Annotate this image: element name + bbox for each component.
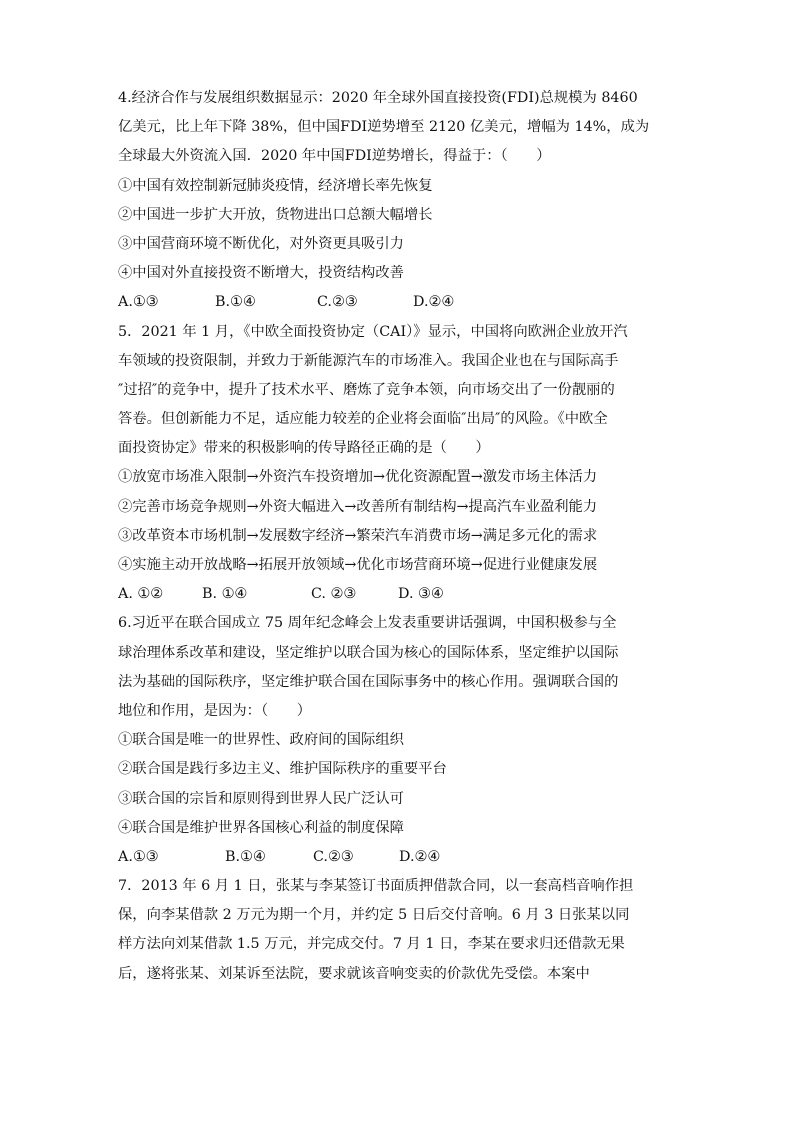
question-stem-line: 球治理体系改革和建设，坚定维护以联合国为核心的国际体系，坚定维护以国际 bbox=[118, 644, 619, 661]
question-item: ④实施主动开放战略→拓展开放领域→优化市场营商环境→促进行业健康发展 bbox=[118, 557, 598, 573]
option-d: D.②④ bbox=[413, 294, 455, 311]
question-item: ④联合国是维护世界各国核心利益的制度保障 bbox=[118, 819, 404, 836]
answer-options bbox=[118, 843, 680, 872]
option-c: C. ②③ bbox=[311, 586, 357, 603]
question-stem-line: ″过招″的竞争中，提升了技术水平、磨炼了竞争本领，向市场交出了一份靓丽的 bbox=[118, 381, 615, 398]
question-item: ①联合国是唯一的世界性、政府间的国际组织 bbox=[118, 732, 404, 749]
question-stem-line: 5．2021 年 1 月，《中欧全面投资协定（CAI）》显示，中国将向欧洲企业放开汽 bbox=[118, 323, 628, 340]
option-c: C.②③ bbox=[317, 294, 358, 311]
document-page bbox=[118, 84, 680, 989]
question-item: ②中国进一步扩大开放，货物进出口总额大幅增长 bbox=[118, 206, 433, 223]
question-item: ③联合国的宗旨和原则得到世界人民广泛认可 bbox=[118, 790, 404, 807]
question-item: ③改革资本市场机制→发展数字经济→繁荣汽车消费市场→满足多元化的需求 bbox=[118, 527, 598, 544]
option-a: A.①③ bbox=[118, 294, 159, 311]
option-b: B. ①④ bbox=[202, 586, 248, 603]
question-stem-line: 地位和作用，是因为：（ ） bbox=[118, 702, 312, 719]
answer-options bbox=[118, 580, 680, 609]
question-7 bbox=[118, 872, 680, 989]
option-a: A. ①② bbox=[118, 586, 164, 603]
option-c: C.②③ bbox=[313, 848, 354, 865]
question-item: ①放宽市场准入限制→外资汽车投资增加→优化资源配置→激发市场主体活力 bbox=[118, 469, 598, 486]
question-item: ④中国对外直接投资不断增大，投资结构改善 bbox=[118, 265, 404, 282]
question-5 bbox=[118, 318, 680, 610]
option-b: B.①④ bbox=[215, 294, 256, 311]
question-stem-line: 答卷。但创新能力不足，适应能力较差的企业将会面临″出局″的风险。《中欧全 bbox=[118, 411, 608, 428]
question-stem-line: 保，向李某借款 2 万元为期一个月，并约定 5 日后交付音响。6 月 3 日张某以同 bbox=[118, 907, 630, 924]
option-d: D. ③④ bbox=[398, 586, 444, 603]
question-stem-line: 车领域的投资限制，并致力于新能源汽车的市场准入。我国企业也在与国际高手 bbox=[118, 352, 619, 369]
option-a: A.①③ bbox=[118, 848, 159, 865]
question-stem-line: 4.经济合作与发展组织数据显示：2020 年全球外国直接投资(FDI)总规模为 8460 bbox=[118, 90, 638, 106]
question-stem-line: 全球最大外资流入国．2020 年中国FDI逆势增长，得益于：（ ） bbox=[118, 148, 551, 165]
question-item: ③中国营商环境不断优化，对外资更具吸引力 bbox=[118, 235, 404, 252]
question-stem-line: 亿美元，比上年下降 38%，但中国FDI逆势增至 2120 亿美元，增幅为 14%，成为 bbox=[118, 119, 650, 136]
option-b: B.①④ bbox=[225, 848, 266, 865]
question-stem-line: 后，遂将张某、刘某诉至法院，要求就该音响变卖的价款优先受偿。本案中 bbox=[118, 965, 590, 982]
question-stem-line: 样方法向刘某借款 1.5 万元，并完成交付。7 月 1 日，李某在要求归还借款无果 bbox=[118, 936, 625, 953]
question-4 bbox=[118, 84, 680, 318]
question-item: ①中国有效控制新冠肺炎疫情，经济增长率先恢复 bbox=[118, 177, 433, 194]
option-d: D.②④ bbox=[399, 848, 441, 865]
question-item: ②完善市场竞争规则→外资大幅进入→改善所有制结构→提高汽车业盈利能力 bbox=[118, 498, 598, 515]
question-stem-line: 6.习近平在联合国成立 75 周年纪念峰会上发表重要讲话强调，中国积极参与全 bbox=[118, 615, 617, 632]
question-stem-line: 7．2013 年 6 月 1 日，张某与李某签订书面质押借款合同，以一套高档音响作担 bbox=[118, 878, 634, 895]
question-item: ②联合国是践行多边主义、维护国际秩序的重要平台 bbox=[118, 761, 447, 778]
question-stem-line: 法为基础的国际秩序，坚定维护联合国在国际事务中的核心作用。强调联合国的 bbox=[118, 673, 619, 690]
answer-options bbox=[118, 288, 680, 317]
question-6 bbox=[118, 609, 680, 872]
question-stem-line: 面投资协定》带来的积极影响的传导路径正确的是（ ） bbox=[118, 440, 490, 457]
